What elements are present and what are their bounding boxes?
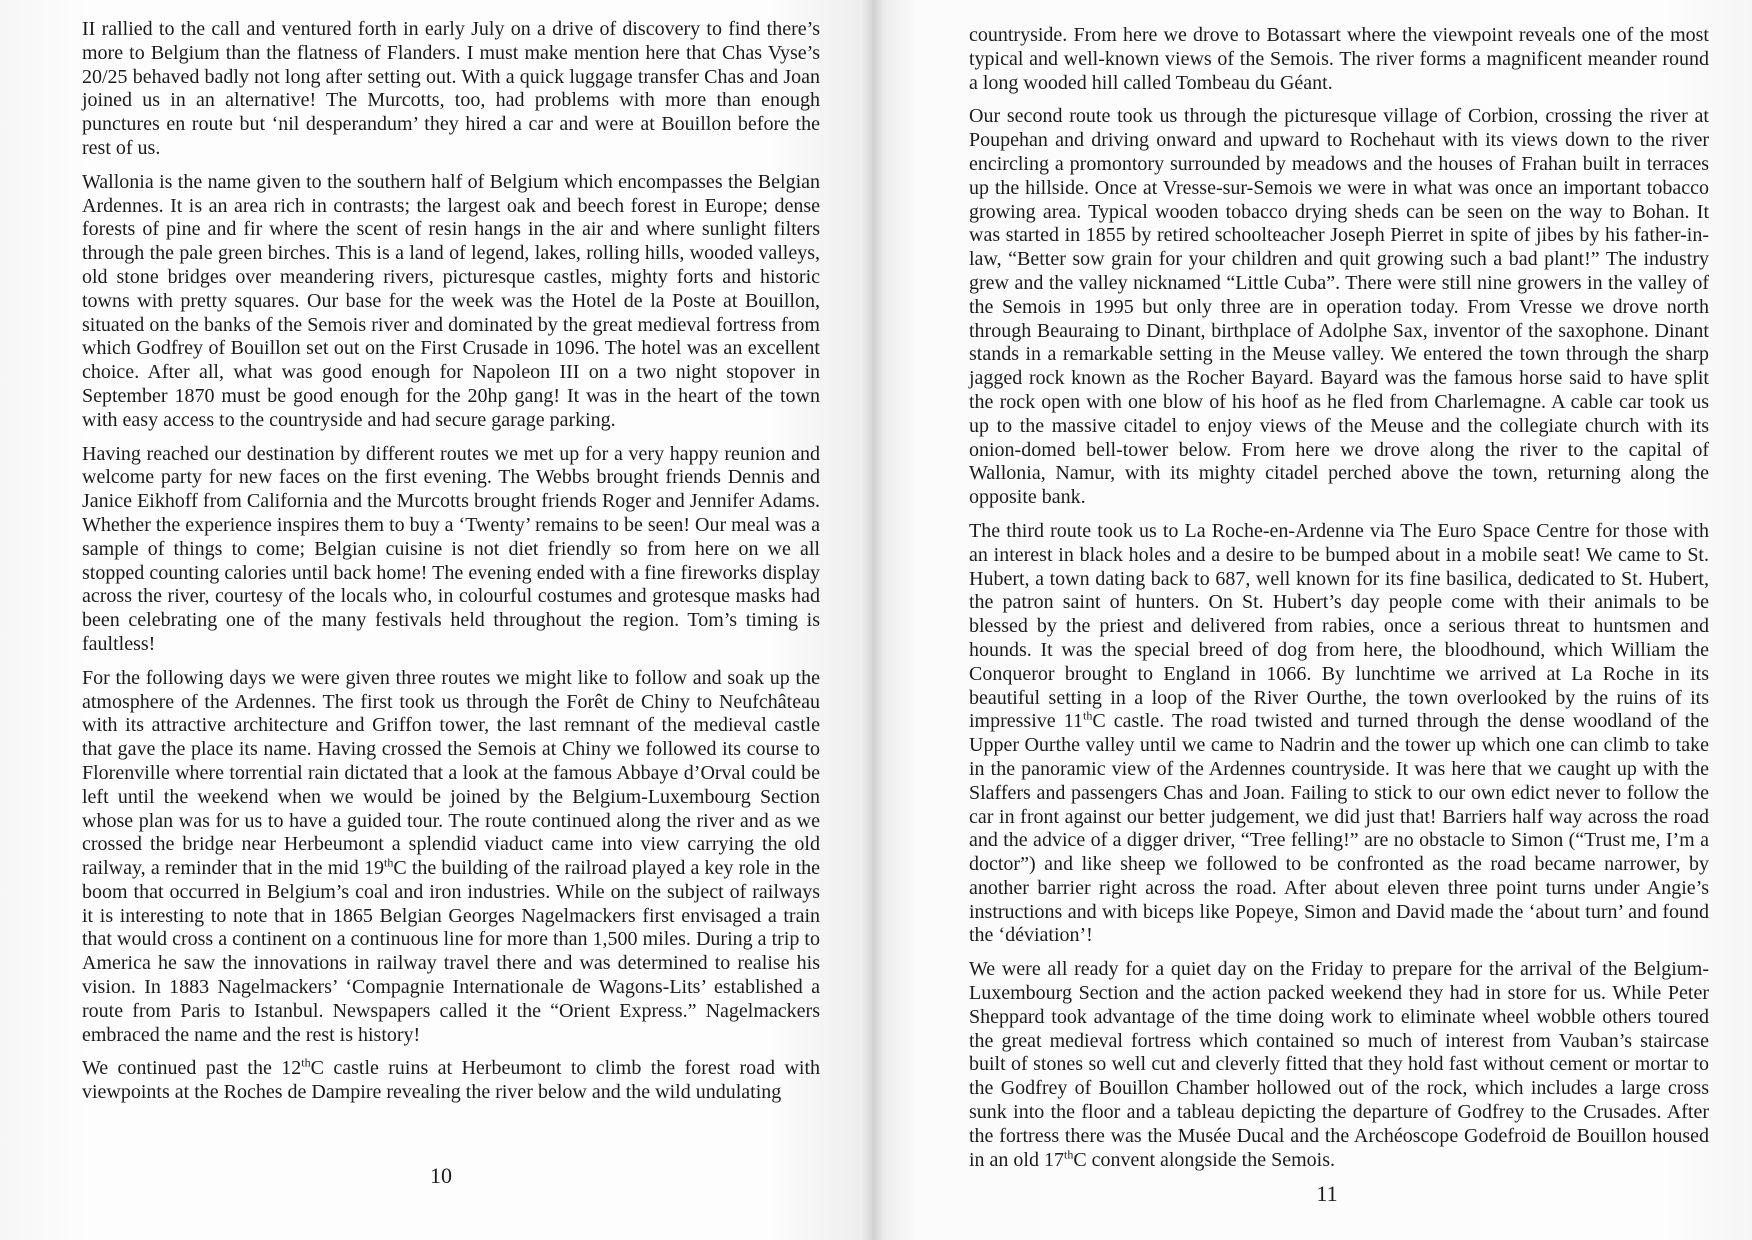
paragraph: Having reached our destination by different routes we met up for a very happy reunion and welcome party for new faces on the first evening. The Webbs brought friends Dennis and Janice Eikhoff from California and the Murcotts brought friends Roger and Jennifer Adams. Whether the experience inspires them to buy a ‘Twenty’ remains to be seen! Our meal was a sample of things to come; Belgian cuisine is not diet friendly so from here on we all stopped counting calories until back home! The evening ended with a fine fireworks display across the river, courtesy of the locals who, in colourful costumes and grotesque masks had been celebrating one of the many festivals held throughout the region. Tom’s timing is faultless! [82, 442, 820, 655]
paragraph: Our second route took us through the picturesque village of Corbion, crossing the river at Poupehan and driving onward and upward to Rochehaut with its views down to the river encircling a promontory surrounded by meadows and the houses of Frahan built in terraces up the hillside. Once at Vresse-sur-Semois we were in what was once an important tobacco growing area. Typical wooden tobacco drying sheds can be seen on the way to Bohan. It was started in 1855 by retired schoolteacher Joseph Pierret in spite of jibes by his father-in-law, “Better sow grain for your children and quit growing such a bad plant!” The industry grew and the valley nicknamed “Little Cuba”. There were still nine growers in the valley of the Semois in 1995 but only three are in operation today. From Vresse we drove north through Beauraing to Dinant, birthplace of Adolphe Sax, inventor of the saxophone. Dinant stands in a remarkable setting in the Meuse valley. We entered the town through the sharp jagged rock known as the Rocher Bayard. Bayard was the famous horse said to have split the rock open with one blow of his hoof as he fled from Charlemagne. A cable car took us up to the massive citadel to enjoy views of the Meuse and the collegiate church with its onion-domed bell-tower below. From here we drove along the river to the capital of Wallonia, Namur, with its mighty citadel perched above the town, returning along the opposite bank. [969, 105, 1709, 509]
paragraph: The third route took us to La Roche-en-Ardenne via The Euro Space Centre for those with an interest in black holes and a desire to be bumped about in a mobile seat! We came to St. Hubert, a town dating back to 687, well known for its fine basilica, dedicated to St. Hubert, the patron saint of hunters. On St. Hubert’s day people come with their animals to be blessed by the priest and delivered from rabies, once a serious threat to huntsmen and hounds. It was the special breed of dog from here, the bloodhound, which William the Conqueror brought to England in 1066. By lunchtime we arrived at La Roche in its beautiful setting in a loop of the River Ourthe, the town overlooked by the ruins of its impressive 11thC castle. The road twisted and turned through the dense woodland of the Upper Ourthe valley until we came to Nadrin and the tower up which one can climb to take in the panoramic view of the Ardennes countryside. It was here that we caught up with the Slaffers and passengers Chas and Joan. Failing to stick to our own edict never to follow the car in front against our better judgement, we did just that! Barriers half way across the road and the advice of a digger driver, “Tree felling!” are no obstacle to Simon (“Trust me, I’m a doctor”) and like sheep we followed to be confronted as the road became narrower, by another barrier right across the road. After about eleven three point turns under Angie’s instructions and with biceps like Popeye, Simon and David made the ‘about turn’ and found the ‘déviation’! [969, 519, 1710, 947]
left-page-text [82, 18, 820, 1115]
paragraph: We were all ready for a quiet day on the Friday to prepare for the arrival of the Belgium-Luxembourg Section and the action packed weekend they had in store for us. While Peter Sheppard took advantage of the time doing work to eliminate wheel wobble others toured the great medieval fortress which contained so much of interest from Vauban’s staircase built of stones so well cut and cleverly fitted that they hold fast without cement or mortar to the Godfrey of Bouillon Chamber hollowed out of the rock, which includes a large cross sunk into the floor and a tableau depicting the departure of Godfrey to the Crusades. After the fortress there was the Musée Ducal and the Archéoscope Godefroid de Bouillon housed in an old 17thC convent alongside the Semois. [969, 958, 1709, 1171]
right-page [872, 0, 1752, 1240]
paragraph: II rallied to the call and ventured forth in early July on a drive of discovery to find there’s more to Belgium than the flatness of Flanders. I must make mention here that Chas Vyse’s 20/25 behaved badly not long after setting out. With a quick luggage transfer Chas and Joan joined us in an alternative! The Murcotts, too, had problems with more than enough punctures en route but ‘nil desperandum’ they hired a car and were at Bouillon before the rest of us. [82, 18, 820, 159]
paragraph: Wallonia is the name given to the southern half of Belgium which encompasses the Belgian Ardennes. It is an area rich in contrasts; the largest oak and beech forest in Europe; dense forests of pine and fir where the scent of resin hangs in the air and where sunlight filters through the pale green birches. This is a land of legend, lakes, rolling hills, wooded valleys, old stone bridges over meandering rivers, picturesque castles, mighty forts and historic towns with pretty squares. Our base for the week was the Hotel de la Poste at Bouillon, situated on the banks of the Semois river and dominated by the great medieval fortress from which Godfrey of Bouillon set out on the First Crusade in 1096. The hotel was an excellent choice. After all, what was good enough for Napoleon III on a two night stopover in September 1870 must be good enough for the 20hp gang! It was in the heart of the town with easy access to the countryside and had secure garage parking. [82, 170, 820, 431]
page-number: 11 [1316, 1181, 1338, 1206]
right-page-text [969, 24, 1709, 1182]
paragraph: For the following days we were given three routes we might like to follow and soak up the atmosphere of the Ardennes. The first took us through the Forêt de Chiny to Neufchâteau with its attractive architecture and Griffon tower, the last remnant of the medieval castle that gave the place its name. Having crossed the Semois at Chiny we followed its course to Florenville where torrential rain dictated that a look at the famous Abbaye d’Orval could be left until the weekend when we would be joined by the Belgium-Luxembourg Section whose plan was for us to have a guided tour. The route continued along the river and as we crossed the bridge near Herbeumont a splendid viaduct came into view carrying the old railway, a reminder that in the mid 19thC the building of the railroad played a key role in the boom that occurred in Belgium’s coal and iron industries. While on the subject of railways it is interesting to note that in 1865 Belgian Georges Nagelmackers first envisaged a train that would cross a continent on a continuous line for more than 1,500 miles. During a trip to America he saw the innovations in railway travel there and was determined to realise his vision. In 1883 Nagelmackers’ ‘Compagnie Internationale de Wagons-Lits’ established a route from Paris to Istanbul. Newspapers called it the “Orient Express.” Nagelmackers embraced the name and the rest is history! [82, 666, 820, 1046]
book-gutter [862, 0, 884, 1240]
paragraph: We continued past the 12thC castle ruins at Herbeumont to climb the forest road with viewpoints at the Roches de Dampire revealing the river below and the wild undulating [82, 1055, 820, 1104]
page-number: 10 [430, 1163, 452, 1188]
left-page [0, 0, 872, 1240]
paragraph: countryside. From here we drove to Botassart where the viewpoint reveals one of the most typical and well-known views of the Semois. The river forms a magnificent meander round a long wooded hill called Tombeau du Géant. [969, 24, 1709, 94]
